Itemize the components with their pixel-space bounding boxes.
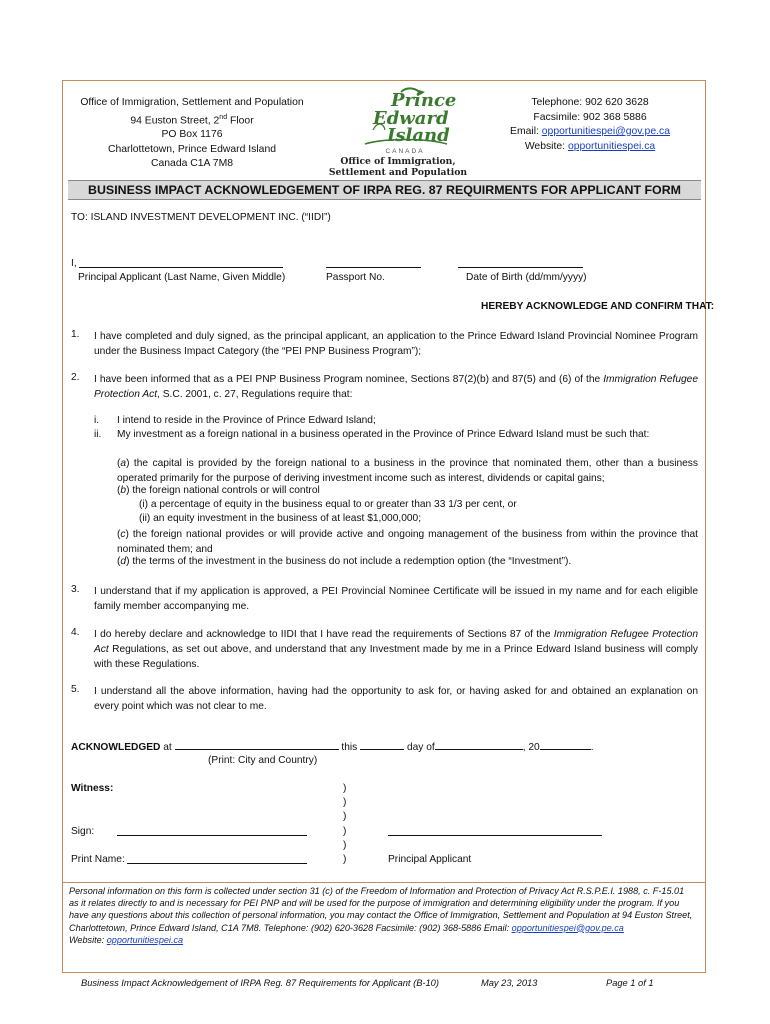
telephone: Telephone: 902 620 3628 bbox=[531, 97, 649, 108]
website-link[interactable]: opportunitiespei.ca bbox=[567, 140, 656, 152]
year-field[interactable] bbox=[540, 740, 591, 750]
item-4: I do hereby declare and acknowledge to IIDI that I have read the requirements of Sections 87 of the Immigration Refugee Protection Act Regulations, as set out above, and understand that any Investment made by me in a Prince Edward Island business will comply with these Regulations. bbox=[94, 629, 699, 670]
paren: ) bbox=[343, 826, 347, 837]
website-line: Website: opportunitiespei.ca bbox=[524, 140, 656, 152]
item-number: 5. bbox=[71, 684, 80, 695]
privacy-notice: Personal information on this form is collected under section 31 (c) of the Freedom of Information and Protection of Privacy Act R.S.P.E.I. 1988, c. F-15.01 as it relates directly to and is necessary for PEI PNP and will be used for the purpose of immigration and determining eligibility under the program. If you have any questions about this collection of personal information, you may contact the Office of Immigration, Settlement and Population at 94 Euston Street, Charlottetown, Prince Edward Island, C1A 7M8. Telephone: (902) 620-3628 Facsimile: (902) 368-5886 Email: opportunitiespei@gov.pe.ca Website: opportunitiespei.ca bbox=[69, 886, 693, 945]
clause-d: (d) the terms of the investment in the business do not include a redemption option (the “Investment”). bbox=[117, 556, 572, 567]
passport-field[interactable] bbox=[326, 258, 421, 268]
day-field[interactable] bbox=[360, 740, 404, 750]
month-field[interactable] bbox=[435, 740, 523, 750]
svg-text:Prince: Prince bbox=[391, 90, 457, 111]
notice-divider bbox=[62, 882, 706, 883]
office-postal: Canada C1A 7M8 bbox=[150, 158, 234, 170]
contact-info bbox=[495, 96, 685, 154]
paren: ) bbox=[343, 811, 347, 822]
item-1: I have completed and duly signed, as the principal applicant, an application to the Prince Edward Island Provincial Nominee Program under the Business Impact Category (the “PEI PNP Business Program”); bbox=[94, 331, 698, 357]
passport-caption: Passport No. bbox=[326, 272, 385, 283]
office-street: 94 Euston Street, 2nd Floor bbox=[130, 113, 254, 126]
office-city: Charlottetown, Prince Edward Island bbox=[107, 143, 277, 155]
sub-item-ii: My investment as a foreign national in a business operated in the Province of Prince Edward Island must be such that: bbox=[117, 429, 650, 440]
logo-office-name: Office of Immigration, Settlement and Population bbox=[328, 156, 468, 178]
name-caption: Principal Applicant (Last Name, Given Middle) bbox=[78, 272, 286, 283]
office-name: Office of Immigration, Settlement and Population bbox=[80, 97, 304, 108]
witness-sign-field[interactable] bbox=[117, 826, 307, 836]
clause-b-i: (i) a percentage of equity in the business equal to or greater than 33 1/3 per cent, or bbox=[139, 499, 517, 510]
dob-caption: Date of Birth (dd/mm/yyyy) bbox=[466, 272, 587, 283]
email-link[interactable]: opportunitiespei@gov.pe.ca bbox=[541, 126, 670, 137]
pei-logo-graphic bbox=[335, 86, 475, 156]
paren: ) bbox=[343, 783, 347, 794]
paren: ) bbox=[343, 854, 347, 865]
applicant-sign-field[interactable] bbox=[388, 826, 602, 836]
paren: ) bbox=[343, 840, 347, 851]
footer-date: May 23, 2013 bbox=[481, 978, 538, 988]
item-3: I understand that if my application is approved, a PEI Provincial Nominee Certificate will be issued in my name and for each eligible family member accompanying me. bbox=[94, 586, 698, 612]
item-number: 3. bbox=[71, 584, 80, 595]
item-number: 1. bbox=[71, 329, 80, 340]
hereby-acknowledge: HEREBY ACKNOWLEDGE AND CONFIRM THAT: bbox=[481, 301, 715, 312]
clause-b-ii: (ii) an equity investment in the business of at least $1,000,000; bbox=[139, 513, 422, 524]
item-number: 2. bbox=[71, 372, 80, 383]
paren: ) bbox=[343, 797, 347, 808]
sign-label: Sign: bbox=[71, 826, 95, 837]
clause-a: (a) the capital is provided by the foreign national to a business in the province that nominated them, other than a business operated primarily for the purpose of deriving investment income such as interest, dividends or capital gains; bbox=[117, 458, 698, 484]
sub-number: ii. bbox=[94, 429, 102, 440]
footer-doc-title: Business Impact Acknowledgement of IRPA Reg. 87 Requirements for Applicant (B-10) bbox=[81, 978, 439, 988]
clause-c: (c) the foreign national provides or will provide active and ongoing management of the business from within the province that nominated them; and bbox=[117, 529, 698, 555]
item-5: I understand all the above information, having had the opportunity to ask for, or having asked for and obtained an explanation on every point which was not clear to me. bbox=[94, 686, 698, 712]
applicant-i: I, bbox=[71, 258, 77, 269]
witness-label: Witness: bbox=[71, 783, 114, 794]
notice-email-link[interactable]: opportunitiespei@gov.pe.ca bbox=[511, 922, 624, 933]
svg-text:CANADA: CANADA bbox=[385, 148, 425, 155]
to-line: TO: ISLAND INVESTMENT DEVELOPMENT INC. (“IIDI”) bbox=[71, 212, 331, 223]
acknowledged-line: ACKNOWLEDGED at this day of , 20 . bbox=[71, 742, 594, 753]
witness-print-name-field[interactable] bbox=[127, 854, 307, 864]
city-country-field[interactable] bbox=[175, 740, 339, 750]
svg-text:Edward: Edward bbox=[373, 108, 449, 129]
item-number: 4. bbox=[71, 627, 80, 638]
facsimile: Facsimile: 902 368 5886 bbox=[533, 111, 647, 123]
print-name-label: Print Name: bbox=[71, 854, 125, 865]
clause-b: (b) the foreign national controls or will control bbox=[117, 485, 320, 496]
sub-number: i. bbox=[94, 415, 100, 426]
item-2: I have been informed that as a PEI PNP Business Program nominee, Sections 87(2)(b) and 87(5) and (6) of the Immigration Refugee Protection Act, S.C. 2001, c. 27, Regulations require that: bbox=[94, 374, 698, 400]
svg-text:Island: Island bbox=[387, 125, 450, 146]
office-pobox: PO Box 1176 bbox=[161, 129, 223, 141]
form-title: BUSINESS IMPACT ACKNOWLEDGEMENT OF IRPA REG. 87 REQUIRMENTS FOR APPLICANT FORM bbox=[68, 180, 701, 200]
applicant-name-field[interactable] bbox=[79, 258, 283, 268]
footer-page: Page 1 of 1 bbox=[606, 978, 654, 988]
notice-website-link[interactable]: opportunitiespei.ca bbox=[106, 934, 184, 945]
sub-item-i: I intend to reside in the Province of Prince Edward Island; bbox=[117, 415, 376, 426]
print-caption: (Print: City and Country) bbox=[208, 755, 318, 766]
email-line: Email: opportunitiespei@gov.pe.ca bbox=[510, 126, 670, 137]
principal-applicant-label: Principal Applicant bbox=[388, 854, 472, 865]
office-address bbox=[62, 96, 322, 172]
dob-field[interactable] bbox=[458, 258, 583, 268]
